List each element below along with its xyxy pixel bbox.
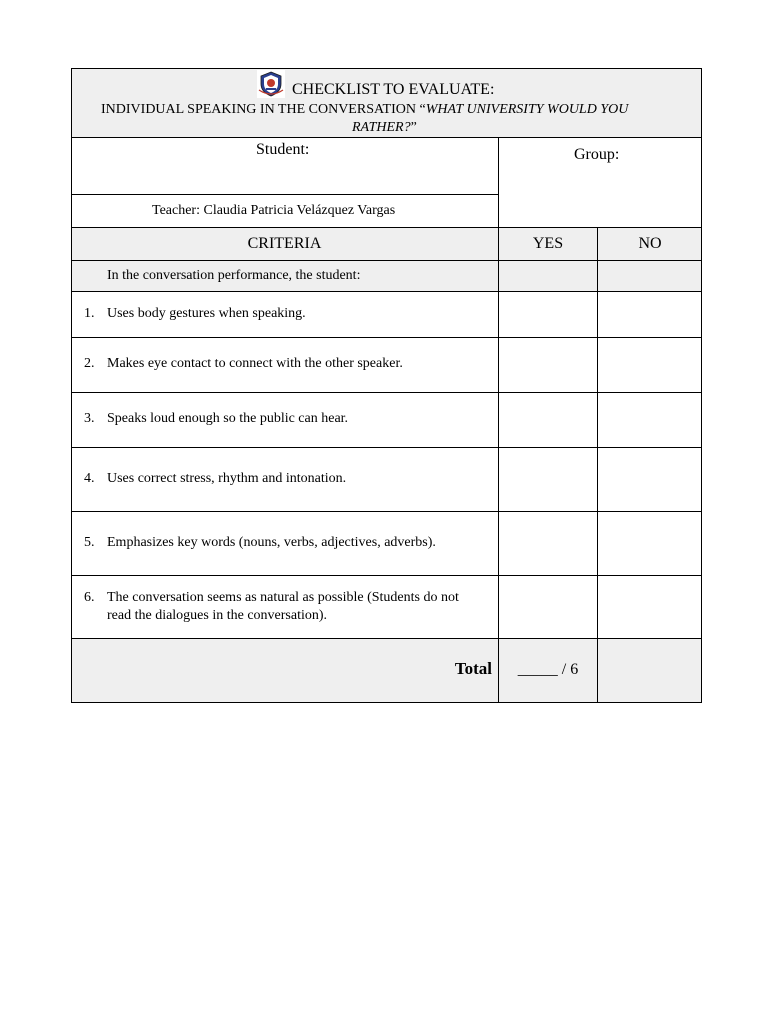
no-cell[interactable]: [598, 393, 702, 448]
student-divider: [71, 194, 498, 195]
yes-cell[interactable]: [498, 338, 598, 393]
table-border-left: [71, 68, 72, 703]
criterion-number: 3.: [84, 411, 95, 426]
school-crest-icon: [257, 70, 285, 98]
no-column-divider: [597, 227, 598, 703]
subtitle-italic-1: WHAT UNIVERSITY WOULD YOU: [425, 102, 629, 117]
subtitle-suffix: ”: [410, 120, 417, 135]
row-divider: [71, 291, 702, 292]
yes-cell[interactable]: [498, 393, 598, 448]
group-label: Group:: [574, 146, 620, 163]
subtitle-prefix: INDIVIDUAL SPEAKING IN THE CONVERSATION “: [101, 102, 426, 117]
criterion-text: Emphasizes key words (nouns, verbs, adjectives, adverbs).: [107, 535, 436, 550]
yes-column-divider: [498, 137, 499, 703]
yes-cell[interactable]: [498, 292, 598, 338]
teacher-name: Teacher: Claudia Patricia Velázquez Vargas: [152, 203, 396, 218]
row-divider: [71, 447, 702, 448]
subtitle-italic-2: RATHER?: [352, 120, 411, 135]
table-border-right: [701, 68, 702, 703]
checklist-subtitle-line2: [352, 119, 417, 137]
row-divider: [71, 638, 702, 639]
criterion-number: 4.: [84, 471, 95, 486]
criteria-header: CRITERIA: [247, 235, 322, 252]
yes-cell[interactable]: [498, 448, 598, 512]
total-score: _____ / 6: [517, 661, 579, 678]
no-cell[interactable]: [598, 576, 702, 639]
yes-cell[interactable]: [498, 512, 598, 576]
table-border-bottom: [71, 702, 702, 703]
total-label: Total: [454, 659, 492, 678]
criteria-intro: In the conversation performance, the student:: [107, 268, 361, 283]
student-label: Student:: [256, 141, 310, 158]
no-cell[interactable]: [598, 338, 702, 393]
row-divider: [71, 575, 702, 576]
no-header: NO: [638, 235, 662, 252]
criterion-number: 2.: [84, 356, 95, 371]
criterion-number: 6.: [84, 590, 95, 605]
checklist-title: CHECKLIST TO EVALUATE:: [292, 81, 495, 98]
criterion-number: 5.: [84, 535, 95, 550]
info-divider: [71, 227, 702, 228]
no-cell[interactable]: [598, 448, 702, 512]
criterion-number: 1.: [84, 306, 95, 321]
header-divider: [71, 137, 702, 138]
criterion-text-line2: read the dialogues in the conversation).: [107, 608, 328, 623]
evaluation-checklist: [71, 68, 702, 703]
criterion-text: Speaks loud enough so the public can hear.: [107, 411, 349, 426]
row-divider: [71, 337, 702, 338]
no-cell[interactable]: [598, 292, 702, 338]
row-divider: [71, 392, 702, 393]
checklist-subtitle-line1: [101, 101, 628, 119]
row-divider: [71, 511, 702, 512]
criterion-text: Uses body gestures when speaking.: [107, 306, 306, 321]
column-header-divider: [71, 260, 702, 261]
criterion-text: Uses correct stress, rhythm and intonation.: [107, 471, 347, 486]
yes-header: YES: [532, 235, 564, 252]
yes-cell[interactable]: [498, 576, 598, 639]
criterion-text: Makes eye contact to connect with the other speaker.: [107, 356, 403, 371]
criterion-text-line1: The conversation seems as natural as possible (Students do not: [107, 590, 459, 605]
table-border-top: [71, 68, 702, 69]
total-no-background: [598, 639, 702, 703]
no-cell[interactable]: [598, 512, 702, 576]
